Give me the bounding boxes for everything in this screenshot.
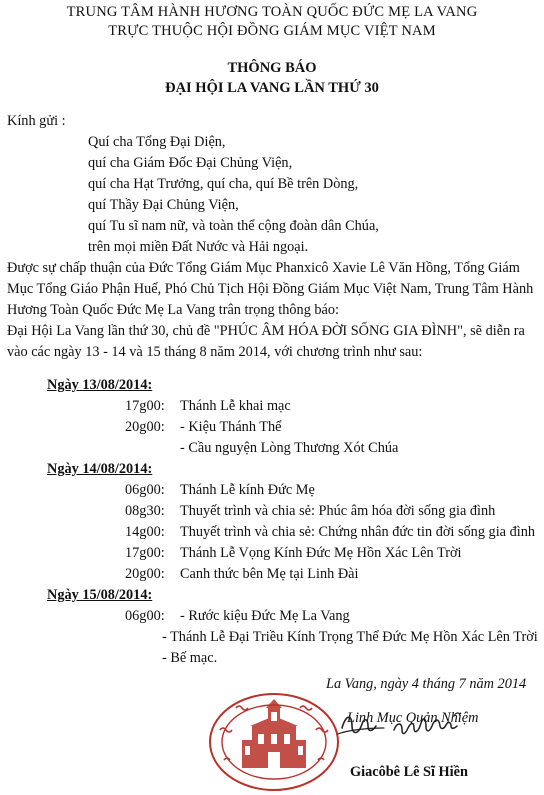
schedule-time: 20g00: (125, 566, 165, 582)
handwritten-signature (336, 704, 496, 744)
schedule-item: Canh thức bên Mẹ tại Linh Đài (180, 566, 359, 582)
schedule-item: - Kiệu Thánh Thể (180, 419, 282, 435)
schedule-item: Thuyết trình và chia sẻ: Chứng nhân đức tin đời sống gia đình (180, 524, 536, 540)
recipient-line: Quí cha Tổng Đại Diện, (88, 134, 226, 150)
recipient-line: quí cha Hạt Trưởng, quí cha, quí Bề trên Dòng, (88, 176, 359, 192)
place-date: La Vang, ngày 4 tháng 7 năm 2014 (326, 676, 527, 692)
schedule-item: Thánh Lễ kính Đức Mẹ (180, 482, 315, 498)
schedule-item: - Thánh Lễ Đại Triều Kính Trọng Thể Đức Mẹ Hồn Xác Lên Trời (162, 629, 538, 645)
body-line: Đại Hội La Vang lần thứ 30, chủ đề "PHÚC ÂM HÓA ĐỜI SỐNG GIA ĐÌNH", sẽ diễn ra (7, 323, 525, 339)
schedule-time: 06g00: (125, 608, 165, 624)
schedule-date: Ngày 15/08/2014: (47, 587, 153, 603)
recipient-line: quí cha Giám Đốc Đại Chủng Viện, (88, 155, 293, 171)
church-seal-stamp (206, 690, 342, 794)
signer-name: Giacôbê Lê Sĩ Hiền (350, 764, 468, 780)
schedule-time: 08g30: (125, 503, 165, 519)
recipient-line: quí Thầy Đại Chủng Viện, (88, 197, 239, 213)
schedule-item: - Cầu nguyện Lòng Thương Xót Chúa (180, 440, 399, 456)
header-line-1: TRUNG TÂM HÀNH HƯƠNG TOÀN QUỐC ĐỨC MẸ LA VANG (66, 4, 478, 20)
schedule-item: - Bế mạc. (162, 650, 218, 666)
schedule-item: Thuyết trình và chia sẻ: Phúc âm hóa đời sống gia đình (180, 503, 496, 519)
body-line: Mục Tổng Giáo Phận Huế, Phó Chủ Tịch Hội Đồng Giám Mục Việt Nam, Trung Tâm Hành (7, 281, 534, 297)
schedule-time: 17g00: (125, 398, 165, 414)
body-line: Hương Toàn Quốc Đức Mẹ La Vang trân trọng thông báo: (7, 302, 340, 318)
schedule-time: 14g00: (125, 524, 165, 540)
schedule-date: Ngày 13/08/2014: (47, 377, 153, 393)
schedule-item: Thánh Lễ Vọng Kính Đức Mẹ Hồn Xác Lên Trời (180, 545, 462, 561)
signer-role: Linh Mục Quản Nhiệm (347, 710, 479, 726)
schedule-time: 20g00: (125, 419, 165, 435)
body-line: Được sự chấp thuận của Đức Tổng Giám Mục Phanxicô Xavie Lê Văn Hồng, Tổng Giám (7, 260, 520, 276)
body-line: vào các ngày 13 - 14 và 15 tháng 8 năm 2014, với chương trình như sau: (7, 344, 423, 360)
recipient-line: quí Tu sĩ nam nữ, và toàn thể cộng đoàn dân Chúa, (88, 218, 379, 234)
recipient-line: trên mọi miền Đất Nước và Hải ngoại. (88, 239, 309, 255)
event-title: ĐẠI HỘI LA VANG LẦN THỨ 30 (165, 80, 379, 96)
header-line-2: TRỰC THUỘC HỘI ĐỒNG GIÁM MỤC VIỆT NAM (108, 23, 436, 39)
notice-title: THÔNG BÁO (227, 60, 317, 76)
schedule-date: Ngày 14/08/2014: (47, 461, 153, 477)
greeting-opening: Kính gửi : (7, 113, 66, 129)
schedule-time: 17g00: (125, 545, 165, 561)
schedule-item: Thánh Lễ khai mạc (180, 398, 291, 414)
schedule-item: - Rước kiệu Đức Mẹ La Vang (180, 608, 350, 624)
schedule-time: 06g00: (125, 482, 165, 498)
